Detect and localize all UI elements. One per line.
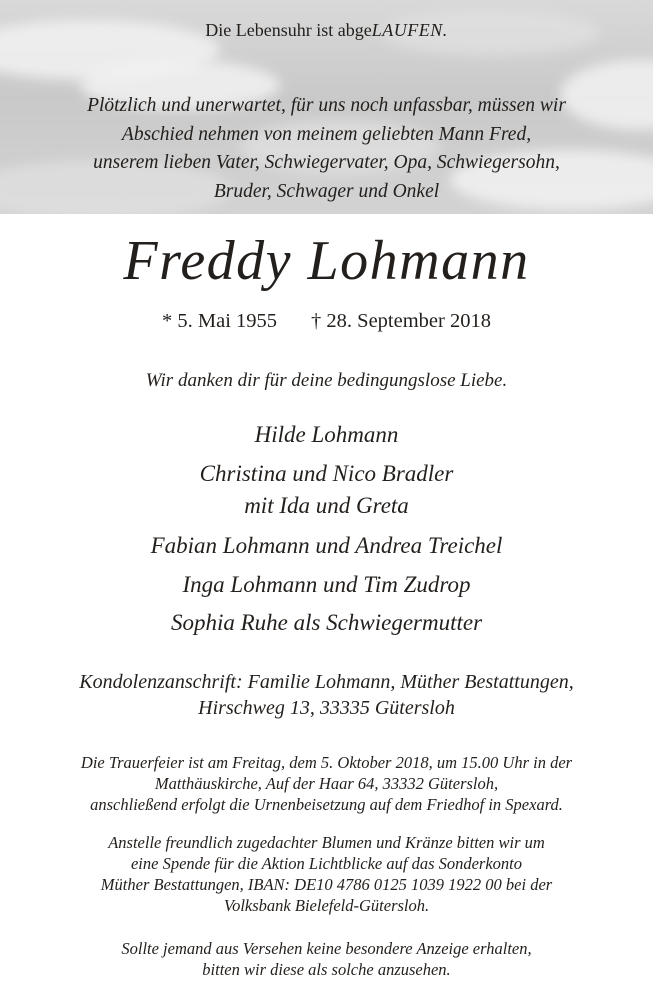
closing-line: Sollte jemand aus Versehen keine besondere Anzeige erhalten, (121, 939, 532, 958)
intro-line: Abschied nehmen von meinem geliebten Mann Fred, (121, 123, 532, 145)
funeral-line: Matthäuskirche, Auf der Haar 64, 33332 Gütersloh, (154, 774, 499, 793)
donation-line: Volksbank Bielefeld-Gütersloh. (223, 896, 430, 915)
funeral-line: Die Trauerfeier ist am Freitag, dem 5. Oktober 2018, um 15.00 Uhr in der (80, 753, 573, 772)
condolence-address (0, 669, 653, 721)
family-member: Sophia Ruhe als Schwiegermutter (170, 610, 483, 635)
donation-line: eine Spende für die Aktion Lichtblicke auf das Sonderkonto (130, 854, 523, 873)
intro-text (0, 92, 653, 206)
deceased-name: Freddy Lohmann (123, 230, 530, 292)
thanks-line: Wir danken dir für deine bedingungslose Liebe. (145, 370, 508, 391)
condolence-line: Hirschweg 13, 33335 Gütersloh (198, 697, 455, 719)
birth-date: * 5. Mai 1955 (162, 310, 278, 332)
donation-line: Anstelle freundlich zugedachter Blumen und Kränze bitten wir um (108, 833, 545, 852)
motto (0, 20, 653, 41)
family-member: Fabian Lohmann und Andrea Treichel (150, 533, 503, 558)
motto-caps: LAUFEN. (371, 20, 448, 40)
intro-line: Plötzlich und unerwartet, für uns noch unfassbar, müssen wir (87, 95, 566, 116)
funeral-line: anschließend erfolgt die Urnenbeisetzung auf dem Friedhof in Spexard. (90, 795, 563, 814)
donation-line: Müther Bestattungen, IBAN: DE10 4786 0125 1039 1922 00 bei der (100, 875, 553, 894)
closing-line: bitten wir diese als solche anzusehen. (202, 960, 451, 979)
donation-info (0, 832, 653, 916)
closing-note (0, 938, 653, 980)
condolence-line: Kondolenzanschrift: Familie Lohmann, Müther Bestattungen, (79, 671, 574, 693)
family-member: mit Ida und Greta (244, 493, 409, 518)
family-member: Christina und Nico Bradler (199, 461, 454, 486)
intro-line: Bruder, Schwager und Onkel (213, 180, 440, 202)
family-member: Inga Lohmann und Tim Zudrop (182, 572, 471, 597)
funeral-info (0, 752, 653, 815)
motto-prefix: Die Lebensuhr ist abge (205, 20, 372, 40)
death-date: † 28. September 2018 (311, 310, 491, 332)
life-dates (0, 310, 653, 333)
family-member: Hilde Lohmann (254, 422, 399, 447)
intro-line: unserem lieben Vater, Schwiegervater, Opa, Schwiegersohn, (93, 152, 560, 173)
